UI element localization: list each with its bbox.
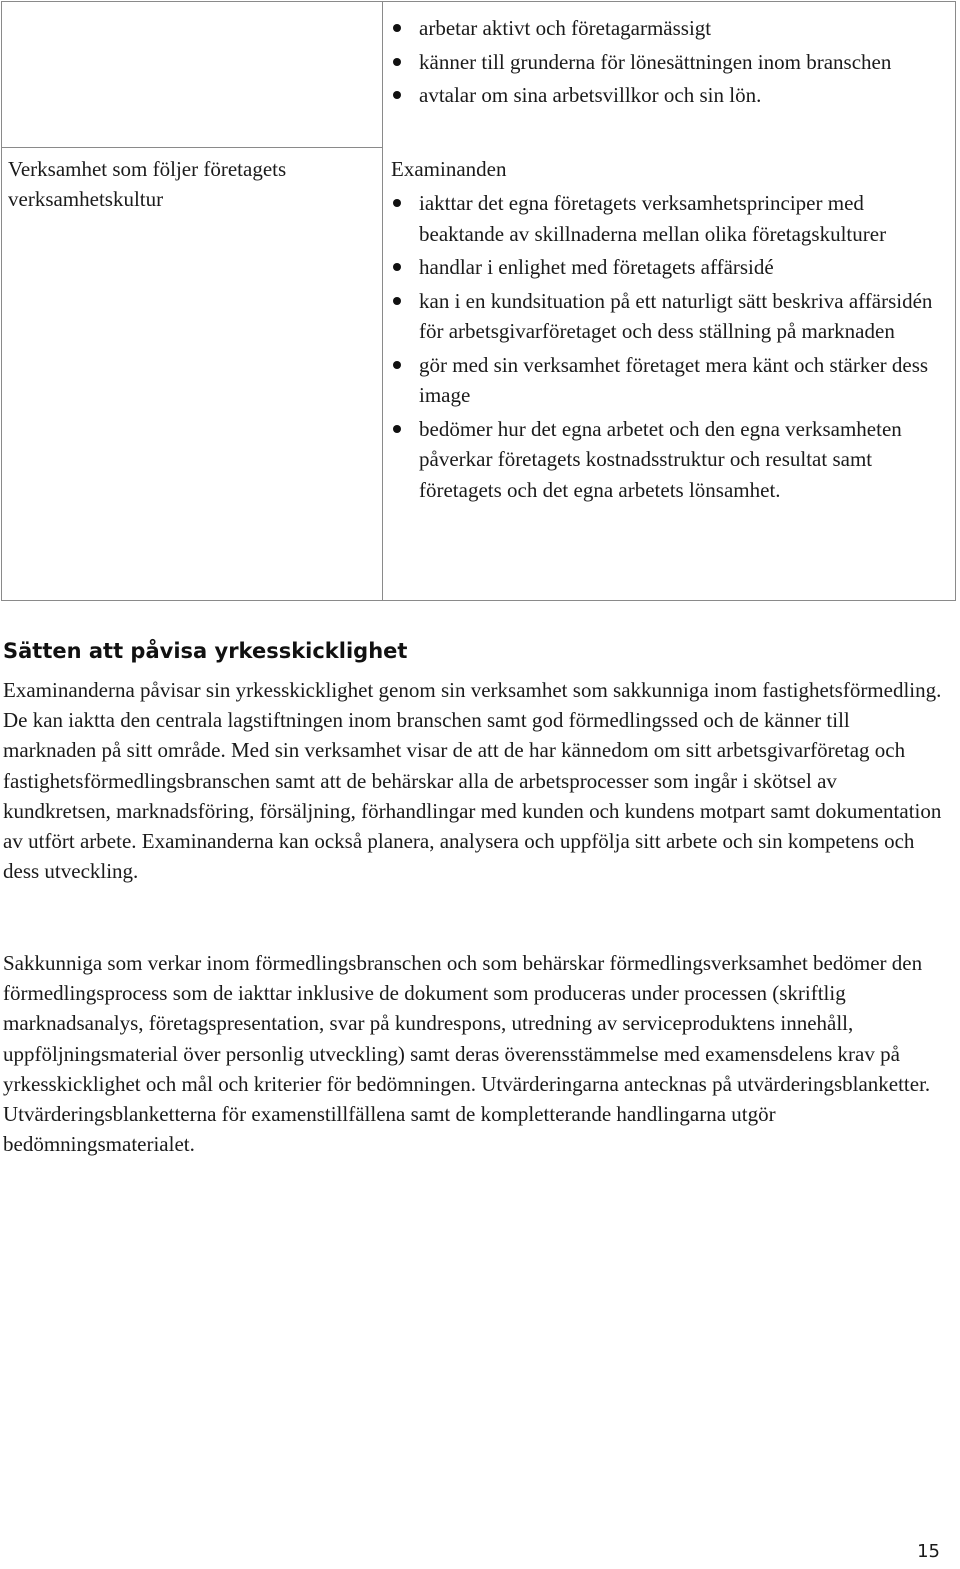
table-left-column (2, 2, 383, 600)
list-item: kan i en kundsituation på ett naturligt sätt beskriva affärsidén för arbetsgivarföretaget och dess ställning på marknaden (383, 286, 943, 347)
paragraph-assessment: Sakkunniga som verkar inom förmedlingsbranschen och som behärskar förmedlingsverksamhet bedömer den förmedlingsprocess som de iakttar inklusive de dokument som produceras under processen (skriftlig marknadsanalys, företagspresentation, svar på kundrespons, utredning av serviceproduktens innehåll, uppföljningsmaterial över personlig utveckling) samt deras överensstämmelse med examensdelens krav på yrkesskicklighet och mål och kriterier för bedömningen. Utvärderingarna antecknas på utvärderingsblanketter. Utvärderingsblanketterna för examenstillfällena samt de kompletterande handlingarna utgör bedömningsmaterialet. (3, 951, 931, 1157)
list-item: handlar i enlighet med företagets affärsidé (383, 252, 943, 283)
criteria-list-1 (383, 13, 943, 114)
paragraph-demonstration: Examinanderna påvisar sin yrkesskicklighet genom sin verksamhet som sakkunniga inom fastighetsförmedling. De kan iaktta den centrala lagstiftningen inom branschen samt god förmedlingssed och de känner till marknaden på sitt område. Med sin verksamhet visar de att de har kännedom om sitt arbetsgivarföretag och fastighetsförmedlingsbranschen samt att de behärskar alla de arbetsprocesser som ingår i skötsel av kundkretsen, marknadsföring, försäljning, förhandlingar med kunden och kundens motpart samt dokumentation av utfört arbete. Examinanderna kan också planera, analysera och uppfölja sitt arbete och sin kompetens och dess utveckling. (3, 678, 942, 884)
list-item: arbetar aktivt och företagarmässigt (383, 13, 943, 44)
criteria-list-2 (383, 188, 943, 508)
competence-area-label: Verksamhet som följer företagets verksamhetskultur (8, 157, 287, 211)
list-item: gör med sin verksamhet företaget mera känt och stärker dess image (383, 350, 943, 411)
table-right-column (383, 2, 955, 600)
section-heading: Sätten att påvisa yrkesskicklighet (3, 639, 408, 663)
list-item: bedömer hur det egna arbetet och den egna verksamheten påverkar företagets kostnadsstruktur och resultat samt företagets och det egna arbetets lönsamhet. (383, 414, 943, 506)
table-row-divider (2, 147, 383, 148)
list-item: avtalar om sina arbetsvillkor och sin lön. (383, 80, 943, 111)
criteria-table (1, 1, 956, 601)
list-item: känner till grunderna för lönesättningen inom branschen (383, 47, 943, 78)
examinee-intro: Examinanden (391, 157, 507, 181)
page-number: 15 (917, 1541, 940, 1562)
list-item: iakttar det egna företagets verksamhetsprinciper med beaktande av skillnaderna mellan olika företagskulturer (383, 188, 943, 249)
